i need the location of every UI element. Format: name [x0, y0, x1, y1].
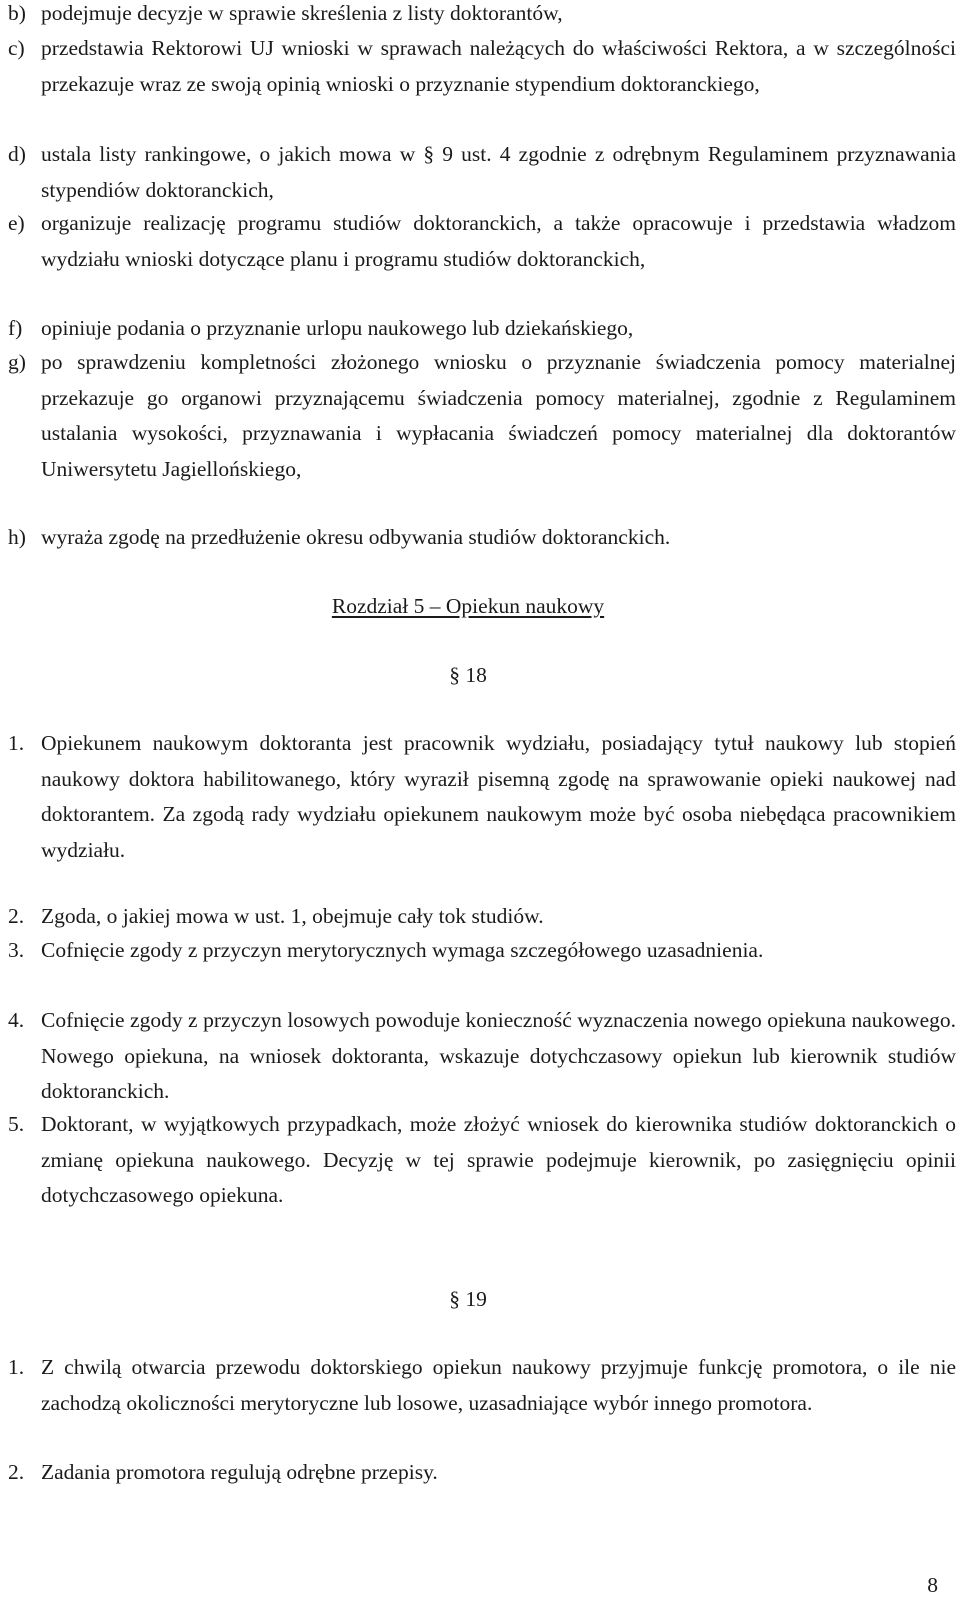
list-marker: 2.: [8, 904, 25, 928]
list-item-text: podejmuje decyzje w sprawie skreślenia z listy doktorantów,: [41, 1, 563, 25]
section-18-item-3: [8, 933, 956, 969]
list-item-text: Zgoda, o jakiej mowa w ust. 1, obejmuje cały tok studiów.: [41, 904, 544, 928]
list-item-f: [8, 311, 956, 347]
list-item-text: Zadania promotora regulują odrębne przepisy.: [41, 1460, 438, 1484]
list-marker: h): [8, 525, 26, 549]
list-item-text: Doktorant, w wyjątkowych przypadkach, może złożyć wniosek do kierownika studiów doktoranckich o zmianę opiekuna naukowego. Decyzję w tej sprawie podejmuje kierownik, po zasięgnięciu opinii dotychczasowego opiekuna.: [41, 1112, 956, 1207]
list-item-e: [8, 206, 956, 277]
list-marker: f): [8, 316, 23, 340]
list-marker: 2.: [8, 1460, 25, 1484]
list-marker: 4.: [8, 1008, 25, 1032]
chapter-title: Rozdział 5 – Opiekun naukowy: [331, 594, 605, 618]
section-18-item-1: [8, 726, 956, 868]
list-marker: g): [8, 350, 26, 374]
list-item-text: Cofnięcie zgody z przyczyn merytorycznych wymaga szczegółowego uzasadnienia.: [41, 938, 764, 962]
list-item-text: organizuje realizację programu studiów doktoranckich, a także opracowuje i przedstawia władzom wydziału wnioski dotyczące planu i programu studiów doktoranckich,: [41, 211, 956, 271]
list-item-text: opiniuje podania o przyznanie urlopu naukowego lub dziekańskiego,: [41, 316, 634, 340]
list-item-text: Opiekunem naukowym doktoranta jest pracownik wydziału, posiadający tytuł naukowy lub stopień naukowy doktora habilitowanego, który wyraził pisemną zgodę na sprawowanie opieki naukowej nad doktorantem. Za zgodą rady wydziału opiekunem naukowym może być osoba niebędąca pracownikiem wydziału.: [41, 731, 956, 862]
list-marker: c): [8, 36, 25, 60]
list-item-c: [8, 31, 956, 102]
list-item-g: [8, 345, 956, 487]
section-18-item-2: [8, 899, 956, 935]
page-number: 8: [927, 1573, 938, 1597]
list-marker: 5.: [8, 1112, 25, 1136]
list-marker: e): [8, 211, 25, 235]
section-heading-18: § 18: [449, 663, 487, 687]
list-marker: d): [8, 142, 26, 166]
list-item-text: Z chwilą otwarcia przewodu doktorskiego opiekun naukowy przyjmuje funkcję promotora, o ile nie zachodzą okoliczności merytoryczne lub losowe, uzasadniające wybór innego promotora.: [41, 1355, 956, 1415]
list-marker: b): [8, 1, 26, 25]
list-marker: 1.: [8, 731, 25, 755]
list-marker: 3.: [8, 938, 25, 962]
section-18-item-4: [8, 1003, 956, 1110]
section-19-item-1: [8, 1350, 956, 1421]
list-marker: 1.: [8, 1355, 25, 1379]
list-item-h: [8, 520, 956, 556]
list-item-text: wyraża zgodę na przedłużenie okresu odbywania studiów doktoranckich.: [41, 525, 671, 549]
section-18-item-5: [8, 1107, 956, 1214]
list-item-d: [8, 137, 956, 208]
list-item-text: ustala listy rankingowe, o jakich mowa w § 9 ust. 4 zgodnie z odrębnym Regulaminem przyznawania stypendiów doktoranckich,: [41, 142, 956, 202]
list-item-b: [8, 0, 956, 32]
list-item-text: po sprawdzeniu kompletności złożonego wniosku o przyznanie świadczenia pomocy materialnej przekazuje go organowi przyznającemu świadczenia pomocy materialnej, zgodnie z Regulaminem ustalania wysokości, przyznawania i wypłacania świadczeń pomocy materialnej dla doktorantów Uniwersytetu Jagiellońskiego,: [41, 350, 956, 481]
list-item-text: Cofnięcie zgody z przyczyn losowych powoduje konieczność wyznaczenia nowego opiekuna naukowego. Nowego opiekuna, na wniosek doktoranta, wskazuje dotychczasowy opiekun lub kierownik studiów doktoranckich.: [41, 1008, 956, 1103]
list-item-text: przedstawia Rektorowi UJ wnioski w sprawach należących do właściwości Rektora, a w szczególności przekazuje wraz ze swoją opinią wnioski o przyznanie stypendium doktoranckiego,: [41, 36, 956, 96]
section-19-item-2: [8, 1455, 956, 1491]
section-heading-19: § 19: [449, 1287, 487, 1311]
